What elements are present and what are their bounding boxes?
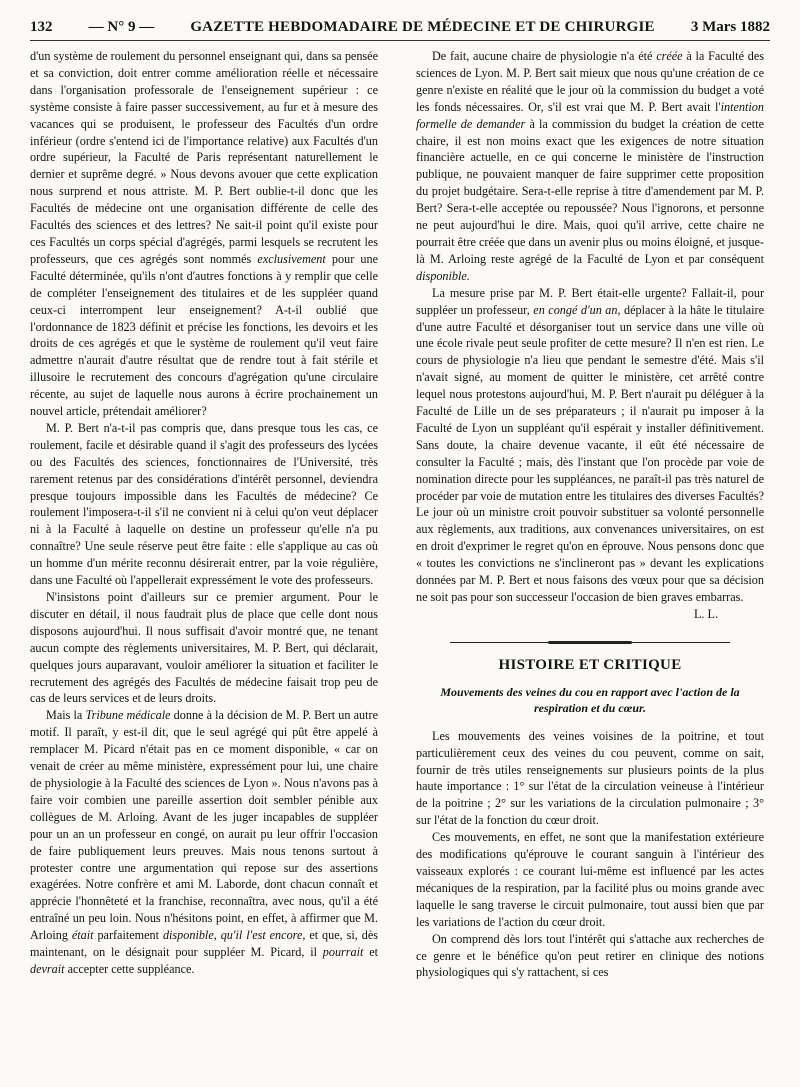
issue-number: — N° 9 — [88, 18, 155, 35]
paragraph: De fait, aucune chaire de physiologie n'a été créée à la Faculté des sciences de Lyon. M. P. Bert sait mieux que nous qu'une création de ce genre n'existe en réalité que le jour où la commission du budget a voté les fonds nécessaires. Or, s'il est vrai que M. P. Bert avait l'intention formelle de demander à la commission du budget la création de cette chaire, il est non moins exact que les exigences de notre situation financière actuelle, en ce qui concerne le ministère de l'instruction publique, ne pouvaient manquer de faire supprimer cette proposition du projet budgétaire. Sera-t-elle reprise à titre d'amendement par M. P. Bert? Sera-t-elle acceptée ou repoussée? Nous l'ignorons, et personne ne peut aujourd'hui le dire. Mais, quoi qu'il arrive, cette chaire ne pourrait être créée que dans un avenir plus ou moins éloigné, et jusque-là M. Arloing reste agrégé de la Faculté de Lyon et par conséquent disponible. [416, 49, 764, 283]
running-head [30, 14, 770, 41]
right-column [416, 48, 764, 1083]
section-divider [450, 641, 730, 645]
paragraph: M. P. Bert n'a-t-il pas compris que, dans presque tous les cas, ce roulement, facile et désirable quand il s'agit des professeurs des lycées ou des Facultés des sciences, fonctionnaires de l'Université, très rarement retenus par des considérations d'intérêt personnel, deviendra presque toujours impossible dans les Facultés de médecine? Ce roulement l'imposera-t-il s'il ne convient ni à celui qu'on veut déplacer ni à la Faculté à laquelle on destine un professeur qu'elle n'a pu connaître? Une seule réserve peut être faite : elle s'applique au cas où un homme d'un mérite reconnu désirerait entrer, par la voie régulière, dans une Faculté où l'appellerait expressément le vote des professeurs. [30, 420, 378, 588]
author-signature: L. L. [693, 606, 718, 621]
paragraph: On comprend dès lors tout l'intérêt qui s'attache aux recherches de ce genre et le bénéfice qu'on peut retirer en clinique des notions physiologiques qui s'y rattachent, si ces [416, 931, 764, 980]
paragraph: Mais la Tribune médicale donne à la décision de M. P. Bert un autre motif. Il paraît, y est-il dit, que le seul agrégé qui pût être appelé à remplacer M. Picard n'était pas en ce moment disponible, « car on venait de créer au même ministère, expressément pour lui, une chaire de physiologie à la Faculté des sciences de Lyon ». Nous n'avons pas à faire voir combien une pareille assertion doit sembler pénible aux collègues de M. Arloing. Avant de les juger incapables de suppléer pour un an un professeur en congé, on aurait pu leur offrir l'occasion de faire publiquement leurs preuves. Mais nous tenons surtout à protester contre une argumentation qui repose sur des assertions exagérées. Notre confrère et ami M. Laborde, dont chacun connaît et apprécie l'honnêteté et la franchise, reconnaîtra, avec nous, qu'il a été entraîné un peu loin. Nous n'hésitons point, en effet, à affirmer que M. Arloing était parfaitement disponible, qu'il l'est encore, et que, si, dès maintenant, on le désignait pour suppléer M. Picard, il pourrait et devrait accepter cette suppléance. [30, 708, 378, 976]
paragraph: d'un système de roulement du personnel enseignant qui, dans sa pensée et sa conviction, doit entrer comme amélioration réelle et nécessaire dans l'organisation professorale de l'enseignement supérieur : ce système consiste à faire passer successivement, au fur et à mesure des vacances qui se produisent, le professeur des Facultés d'un ordre inférieur (ordre s'entend ici de l'importance relative) aux Facultés d'un ordre supérieur, la Faculté de Paris représentant naturellement le dernier et suprême degré. » Nous devons avouer que cette explication nous surprend et nous attriste. M. P. Bert oublie-t-il donc que les Facultés de médecine ont une organisation différente de celle des Facultés des sciences et des lettres? Ne sait-il point qu'il existe pour ces Facultés un corps spécial d'agrégés, parmi lesquels se recrutent les professeurs, que ces agrégés sont nommés exclusivement pour une Faculté déterminée, qu'ils n'ont d'autres fonctions à y remplir que celle de compléter l'enseignement des titulaires et de les suppléer quand ceux-ci interrompent leur enseignement? A-t-il oublié que l'ordonnance de 1823 définit et précise les fonctions, les devoirs et les droits de ces agrégés et que le système de roulement qu'il veut faire admettre n'aurait d'autre résultat que de rendre tout à fait stérile et illusoire le recrutement des concours d'agrégation qu'une circulaire récente, au sujet de laquelle nous aurons à écrire prochainement un nouvel article, prétendait améliorer? [30, 49, 378, 419]
page-number: 132 [30, 18, 53, 35]
section-title: HISTOIRE ET CRITIQUE [498, 656, 682, 673]
paragraph: N'insistons point d'ailleurs sur ce premier argument. Pour le discuter en détail, il nous faudrait plus de place que celle dont nous disposons aujourd'hui. Il nous suffisait d'avoir montré que, ne tenant aucun compte des règlements universitaires, M. P. Bert, qui déclarait, quelques jours auparavant, vouloir améliorer la situation et faciliter le recrutement des agrégés des Facultés de médecine faisait trop peu de cas de leurs services et de leurs droits. [30, 590, 378, 706]
paragraph: Les mouvements des veines voisines de la poitrine, et tout particulièrement ceux des veines du cou peuvent, comme on sait, fournir de très utiles renseignements sur plusieurs points de la plus haute importance : 1° sur l'état de la circulation veineuse à l'intérieur de la poitrine ; 2° sur les variations de la circulation pulmonaire ; 3° sur l'état de la fonction du cœur droit. [416, 728, 764, 828]
issue-date: 3 Mars 1882 [690, 18, 770, 35]
journal-title: GAZETTE HEBDOMADAIRE DE MÉDECINE ET DE CHIRURGIE [190, 18, 655, 35]
paragraph: La mesure prise par M. P. Bert était-elle urgente? Fallait-il, pour suppléer un professeur, en congé d'un an, déplacer à la hâte le titulaire d'une autre Faculté et désorganiser tout un service dans une ville où une école rivale peut seule profiter de cette mesure? Il n'en est rien. Le cours de physiologie n'a lieu que pendant le semestre d'été. Mais s'il n'avait signé, au moment de quitter le ministère, cet arrêté contre lequel nous protestons aujourd'hui, M. P. Bert n'aurait pu déléguer à la Faculté de Lille un de ses préparateurs ; il n'aurait pu imposer à la Faculté de Lyon un suppléant qu'il espérait y installer définitivement. Sans doute, la chaire devenue vacante, il eût été nécessaire de consulter la Faculté ; mais, dès l'instant que l'on procède par voie de nomination directe pour les suppléances, ne paraît-il pas très naturel de procéder par voie de mutation entre les titulaires des diverses Facultés? Le jour où un ministre croit pouvoir substituer sa volonté personnelle aux règlements, aux traditions, aux convenances universitaires, on est en droit d'exprimer le regret qu'on en éprouve. Nous pensons donc que « toutes les convictions ne s'inclineront pas » devant les explications données par M. P. Bert et nous faisons des vœux pour que sa décision ne soit pas pour son successeur l'occasion de bien graves embarras. [416, 285, 764, 604]
left-column [30, 48, 378, 1083]
paragraph: Ces mouvements, en effet, ne sont que la manifestation extérieure des modifications qu'éprouve le courant sanguin à l'intérieur des vaisseaux explorés : ce courant lui-même est influencé par les actes mécaniques de la respiration, par la facilité plus ou moins grande avec laquelle le sang traverse le circuit pulmonaire, tout aussi bien que par les variations de l'action du cœur droit. [416, 830, 764, 929]
article-title: Mouvements des veines du cou en rapport avec l'action de la respiration et du cœur. [440, 684, 740, 715]
